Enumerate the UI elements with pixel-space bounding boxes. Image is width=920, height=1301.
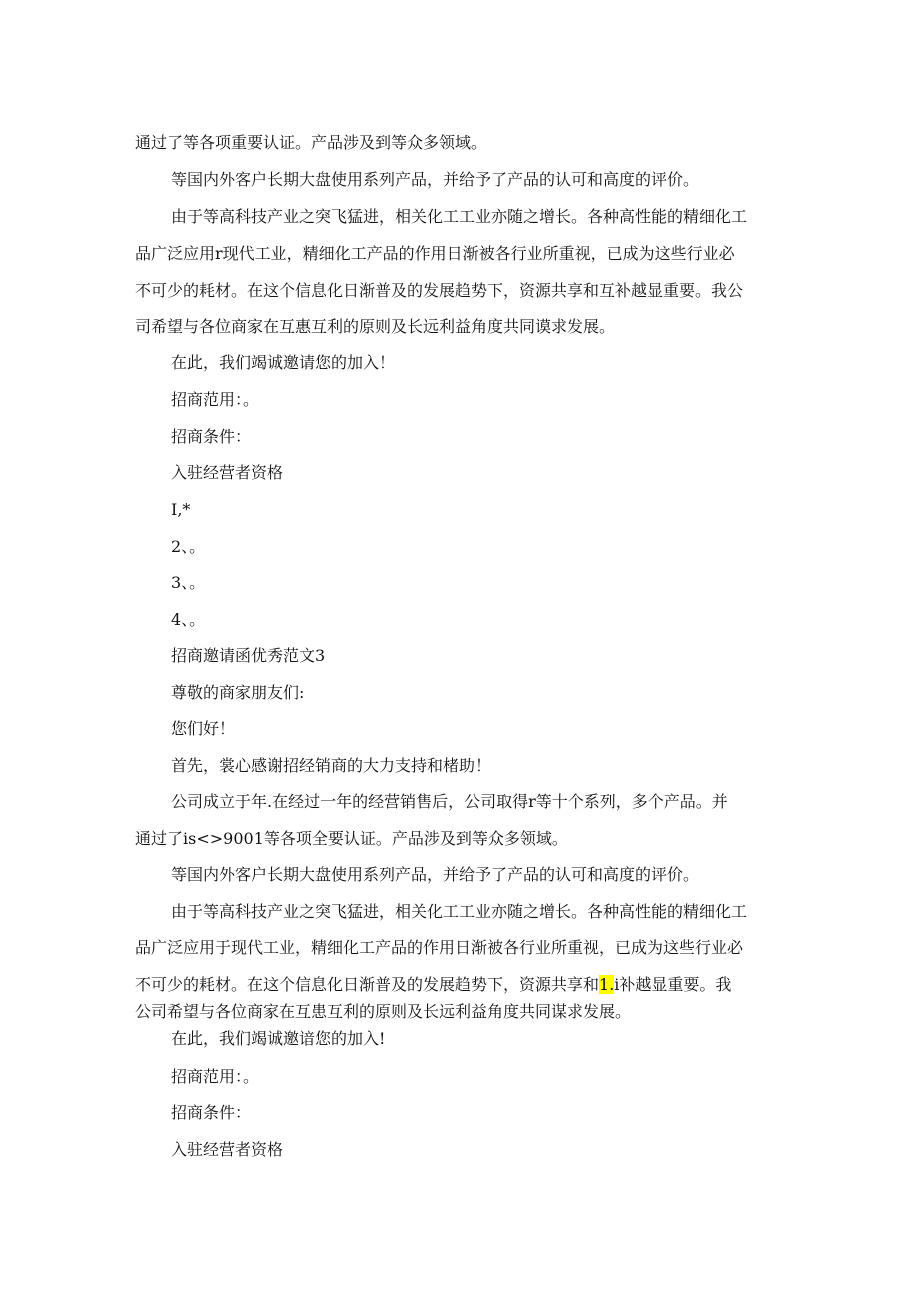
paragraph-line: 入驻经营者资格 (171, 1140, 284, 1159)
paragraph-line: 品广泛应用于现代工业，精细化工产品的作用日渐被各行业所重视，已成为这些行业必 (135, 938, 744, 957)
paragraph-line: 在此，我们竭诚邀谙您的加入! (171, 1029, 386, 1048)
paragraph-line: 等国内外客户长期大盘使用系列产品，并给予了产品的认可和高度的评价。 (171, 170, 700, 189)
paragraph-line: 公司成立于年.在经过一年的经营销售后，公司取得r等十个系列，多个产品。并 (171, 792, 728, 811)
paragraph-line: 入驻经营者资格 (171, 463, 284, 482)
paragraph-line: 品广泛应用r现代工业，精细化工产品的作用日渐被各行业所重视，已成为这些行业必 (135, 244, 735, 263)
paragraph-line: 公司希望与各位商家在互患互利的原则及长远利益角度共同谋求发展。 (135, 1002, 632, 1021)
paragraph-line: 由于等高科技产业之突飞猛进，相关化工工业亦随之增长。各种高性能的精细化工 (171, 207, 748, 226)
paragraph-line: 招商条件： (171, 427, 252, 446)
list-item: 4、。 (171, 610, 206, 629)
paragraph-line: 招商条件： (171, 1103, 252, 1122)
section-heading: 招商邀请函优秀范文3 (171, 646, 326, 665)
paragraph-line-highlighted (135, 975, 731, 995)
paragraph-line: 通过了is<>9001等各项全要认证。产品涉及到等众多领域。 (135, 829, 568, 848)
paragraph-line: 司希望与各位商家在互惠互利的原则及长远利益角度共同谟求发展。 (135, 317, 616, 336)
paragraph-line: 首先，裳心感谢招经销商的大力支持和楮助！ (171, 756, 492, 775)
salutation: 尊敬的商家朋友们: (171, 683, 305, 702)
text-segment: 不可少的耗材。在这个信息化日渐普及的发展趋势下，资源共享和 (135, 975, 600, 994)
text-segment: i补越显重要。我 (614, 975, 732, 994)
paragraph-line: 招商范用：。 (171, 390, 260, 409)
paragraph-line: 通过了等各项重要认证。产品涉及到等众多领域。 (135, 133, 488, 152)
paragraph-line: 由于等高科技产业之突飞猛进，相关化工工业亦随之增长。各种高性能的精细化工 (171, 902, 748, 921)
greeting: 您们好！ (171, 719, 236, 738)
list-item: I,* (171, 500, 191, 519)
paragraph-line: 招商范用：。 (171, 1067, 260, 1086)
highlighted-text: 1. (599, 975, 615, 994)
list-item: 3、。 (171, 573, 206, 592)
paragraph-line: 不可少的耗材。在这个信息化日渐普及的发展趋势下，资源共享和互补越显重要。我公 (135, 281, 744, 300)
paragraph-line: 等国内外客户长期大盘使用系列产品，并给予了产品的认可和高度的评价。 (171, 865, 700, 884)
paragraph-line: 在此，我们竭诚邀请您的加入！ (171, 353, 396, 372)
list-item: 2、。 (171, 537, 206, 556)
